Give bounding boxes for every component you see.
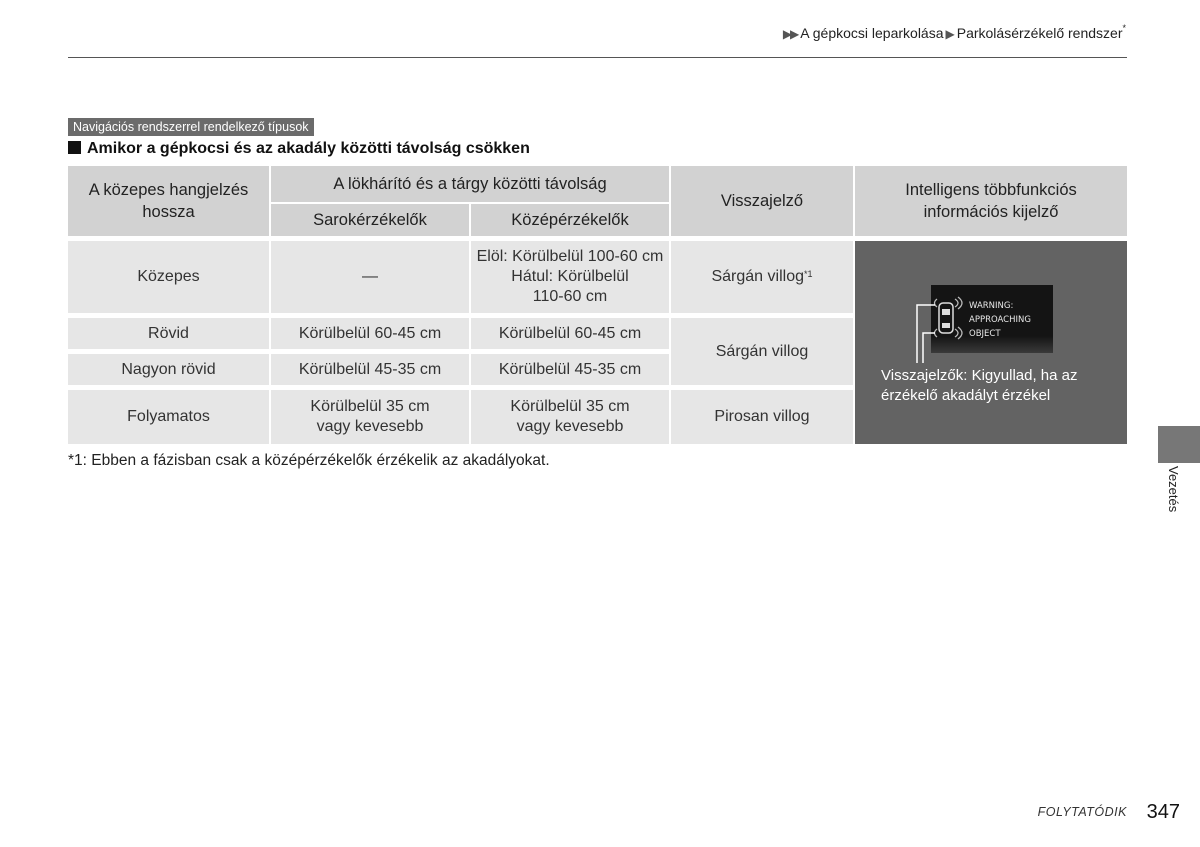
table-cell-corner: Körülbelül 35 cm vagy kevesebb (271, 390, 469, 444)
table-cell-length: Rövid (68, 318, 269, 349)
table-cell-center: Körülbelül 45-35 cm (471, 354, 669, 385)
header-cell-corner-sensors: Sarokérzékelők (271, 204, 469, 236)
square-bullet-icon (68, 141, 81, 154)
header-cell-indicator: Visszajelző (671, 166, 853, 236)
table-cell-center: Elöl: Körülbelül 100-60 cm Hátul: Körülbelül 110-60 cm (471, 241, 669, 313)
table-cell-length: Nagyon rövid (68, 354, 269, 385)
footnote (68, 452, 550, 470)
breadcrumb-asterisk: * (1122, 23, 1126, 33)
table-cell-corner: Körülbelül 60-45 cm (271, 318, 469, 349)
section-title: Amikor a gépkocsi és az akadály közötti távolság csökken (87, 140, 530, 157)
chapter-label: Vezetés (1166, 466, 1181, 513)
display-caption: Visszajelzők: Kigyullad, ha az érzékelő akadályt érzékel (881, 367, 1078, 404)
model-tag: Navigációs rendszerrel rendelkező típusok (68, 118, 314, 136)
footnote-text: Ebben a fázisban csak a középérzékelők érzékelik az akadályokat. (91, 452, 550, 469)
breadcrumb (783, 25, 1126, 41)
table-cell-length: Folyamatos (68, 390, 269, 444)
table-cell-center: Körülbelül 35 cm vagy kevesebb (471, 390, 669, 444)
header-divider (68, 57, 1127, 58)
display-warning-text: WARNING: APPROACHING OBJECT (969, 301, 1031, 339)
arrow-icon: ▶ (945, 27, 955, 41)
table-cell-length: Közepes (68, 241, 269, 313)
display-screen (931, 285, 1053, 353)
breadcrumb-item-parking[interactable]: A gépkocsi leparkolása (800, 25, 944, 41)
header-cell-distance-group: A lökhárító és a tárgy közötti távolság (271, 166, 669, 202)
header-cell-center-sensors: Középérzékelők (471, 204, 669, 236)
continued-label: FOLYTATÓDIK (1037, 805, 1127, 819)
page-number: 347 (1146, 801, 1180, 823)
double-arrow-icon: ▶▶ (782, 27, 798, 41)
table-cell-corner: — (271, 241, 469, 313)
header-cell-display: Intelligens többfunkciós információs kijelző (855, 166, 1127, 236)
table-cell-corner: Körülbelül 45-35 cm (271, 354, 469, 385)
table-cell-indicator: Sárgán villog$^{*1}$ (671, 241, 853, 313)
footnote-mark: *1: (68, 452, 87, 469)
table-cell-indicator: Pirosan villog (671, 390, 853, 444)
header-cell-length: A közepes hangjelzés hossza (68, 166, 269, 236)
info-display-panel (855, 241, 1127, 444)
breadcrumb-item-parking-sensor[interactable]: Parkolásérzékelő rendszer (956, 25, 1123, 41)
section-heading (68, 140, 530, 158)
callout-lines (913, 303, 937, 363)
table-cell-indicator-merged: Sárgán villog (671, 318, 853, 385)
table-cell-center: Körülbelül 60-45 cm (471, 318, 669, 349)
footnote-ref: *1 (803, 269, 813, 279)
chapter-tab[interactable] (1158, 426, 1200, 463)
